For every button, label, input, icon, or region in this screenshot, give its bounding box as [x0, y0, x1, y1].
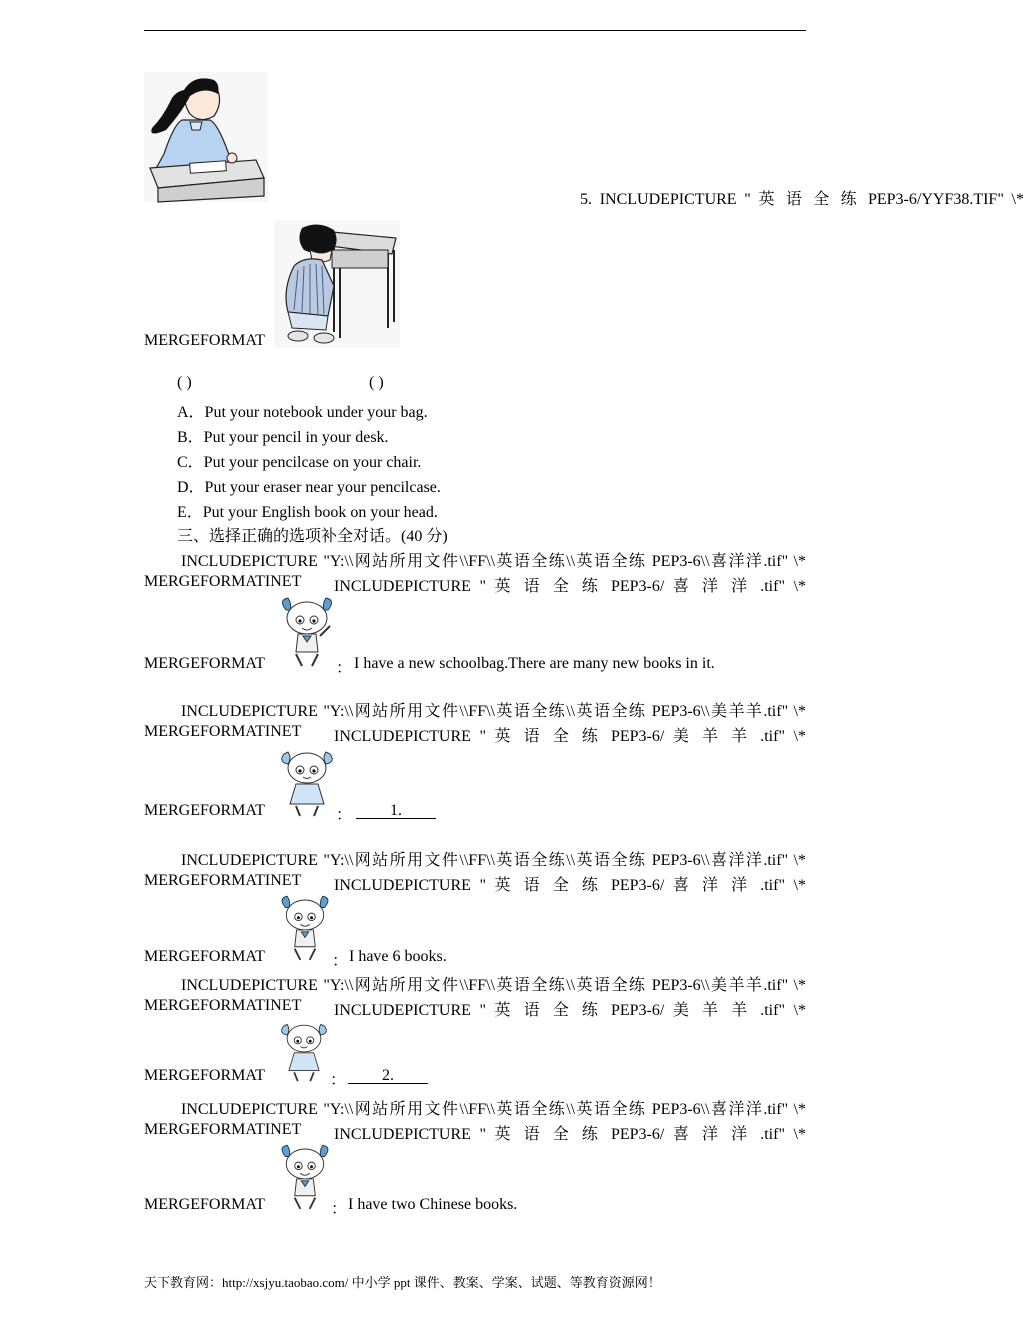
dialogue-2-colon: ： — [336, 807, 353, 824]
answer-blank-2: ( ) — [369, 374, 384, 391]
option-b: B．Put your pencil in your desk. — [177, 429, 389, 446]
dialogue-4-mergeformat: MERGEFORMAT — [144, 1067, 265, 1084]
dialogue-5-mergeformat: MERGEFORMAT — [144, 1196, 265, 1213]
dialogue-4-field-line2a: MERGEFORMATINET — [144, 997, 302, 1014]
dialogue-4-field-line2b: INCLUDEPICTURE " 英 语 全 练 PEP3-6/ 美 羊 羊 .tif" \* — [334, 1002, 806, 1019]
option-c: C．Put your pencilcase on your chair. — [177, 454, 422, 471]
dialogue-5-field-line2a: MERGEFORMATINET — [144, 1121, 302, 1138]
dialogue-2-mergeformat: MERGEFORMAT — [144, 802, 265, 819]
dialogue-2-field-line2a: MERGEFORMATINET — [144, 723, 302, 740]
dialogue-5-speech: I have two Chinese books. — [348, 1196, 518, 1213]
meiyangyang-sheep-icon — [276, 1019, 332, 1083]
dialogue-1-speech: I have a new schoolbag.There are many new books in it. — [354, 655, 715, 672]
dialogue-5-colon: ： — [331, 1201, 348, 1218]
answer-blank-1: ( ) — [177, 374, 192, 391]
page-footer: 天下教育网：http://xsjyu.taobao.com/ 中小学 ppt 课件、教案、学案、试题、等教育资源网！ — [144, 1275, 661, 1290]
dialogue-1-field-line1: INCLUDEPICTURE "Y:\\网站所用文件\\FF\\英语全练\\英语全练 PEP3-6\\喜洋洋.tif" \* — [181, 553, 806, 570]
blank-2[interactable]: 2. — [348, 1068, 428, 1084]
dialogue-3-colon: ： — [332, 953, 349, 970]
item5-field-code: 5. INCLUDEPICTURE " 英 语 全 练 PEP3-6/YYF38.TIF" \* — [580, 191, 1024, 208]
dialogue-1-field-line2a: MERGEFORMATINET — [144, 573, 302, 590]
section3-heading: 三、选择正确的选项补全对话。(40 分) — [177, 528, 448, 545]
dialogue-4-field-line1: INCLUDEPICTURE "Y:\\网站所用文件\\FF\\英语全练\\英语全练 PEP3-6\\美羊羊.tif" \* — [181, 977, 806, 994]
dialogue-1-colon: ： — [336, 660, 353, 677]
xiyangyang-sheep-icon — [276, 596, 338, 670]
dialogue-3-field-line1: INCLUDEPICTURE "Y:\\网站所用文件\\FF\\英语全练\\英语全练 PEP3-6\\喜洋洋.tif" \* — [181, 852, 806, 869]
mergeformat-label: MERGEFORMAT — [144, 332, 265, 349]
dialogue-2-answer-blank — [356, 802, 436, 820]
dialogue-4-answer-blank — [348, 1067, 428, 1085]
header-rule — [144, 30, 806, 31]
option-d: D．Put your eraser near your pencilcase. — [177, 479, 441, 496]
dialogue-3-field-line2b: INCLUDEPICTURE " 英 语 全 练 PEP3-6/ 喜 洋 洋 .tif" \* — [334, 877, 806, 894]
dialogue-2-field-line2b: INCLUDEPICTURE " 英 语 全 练 PEP3-6/ 美 羊 羊 .tif" \* — [334, 728, 806, 745]
dialogue-2-field-line1: INCLUDEPICTURE "Y:\\网站所用文件\\FF\\英语全练\\英语全练 PEP3-6\\美羊羊.tif" \* — [181, 703, 806, 720]
dialogue-3-field-line2a: MERGEFORMATINET — [144, 872, 302, 889]
xiyangyang-sheep-icon — [276, 1143, 334, 1213]
option-e: E．Put your English book on your head. — [177, 504, 438, 521]
dialogue-1-field-line2b: INCLUDEPICTURE " 英 语 全 练 PEP3-6/ 喜 洋 洋 .tif" \* — [334, 578, 806, 595]
option-a: A．Put your notebook under your bag. — [177, 404, 428, 421]
dialogue-5-field-line1: INCLUDEPICTURE "Y:\\网站所用文件\\FF\\英语全练\\英语全练 PEP3-6\\喜洋洋.tif" \* — [181, 1101, 806, 1118]
girl-at-desk-illustration — [144, 72, 268, 202]
xiyangyang-sheep-icon — [276, 894, 334, 964]
dialogue-1-mergeformat: MERGEFORMAT — [144, 655, 265, 672]
boy-at-desk-illustration — [274, 220, 400, 348]
dialogue-3-mergeformat: MERGEFORMAT — [144, 948, 265, 965]
dialogue-3-speech: I have 6 books. — [349, 948, 447, 965]
blank-1[interactable]: 1. — [356, 803, 436, 819]
meiyangyang-sheep-icon — [276, 746, 338, 818]
dialogue-5-field-line2b: INCLUDEPICTURE " 英 语 全 练 PEP3-6/ 喜 洋 洋 .tif" \* — [334, 1126, 806, 1143]
dialogue-4-colon: ： — [330, 1072, 347, 1089]
